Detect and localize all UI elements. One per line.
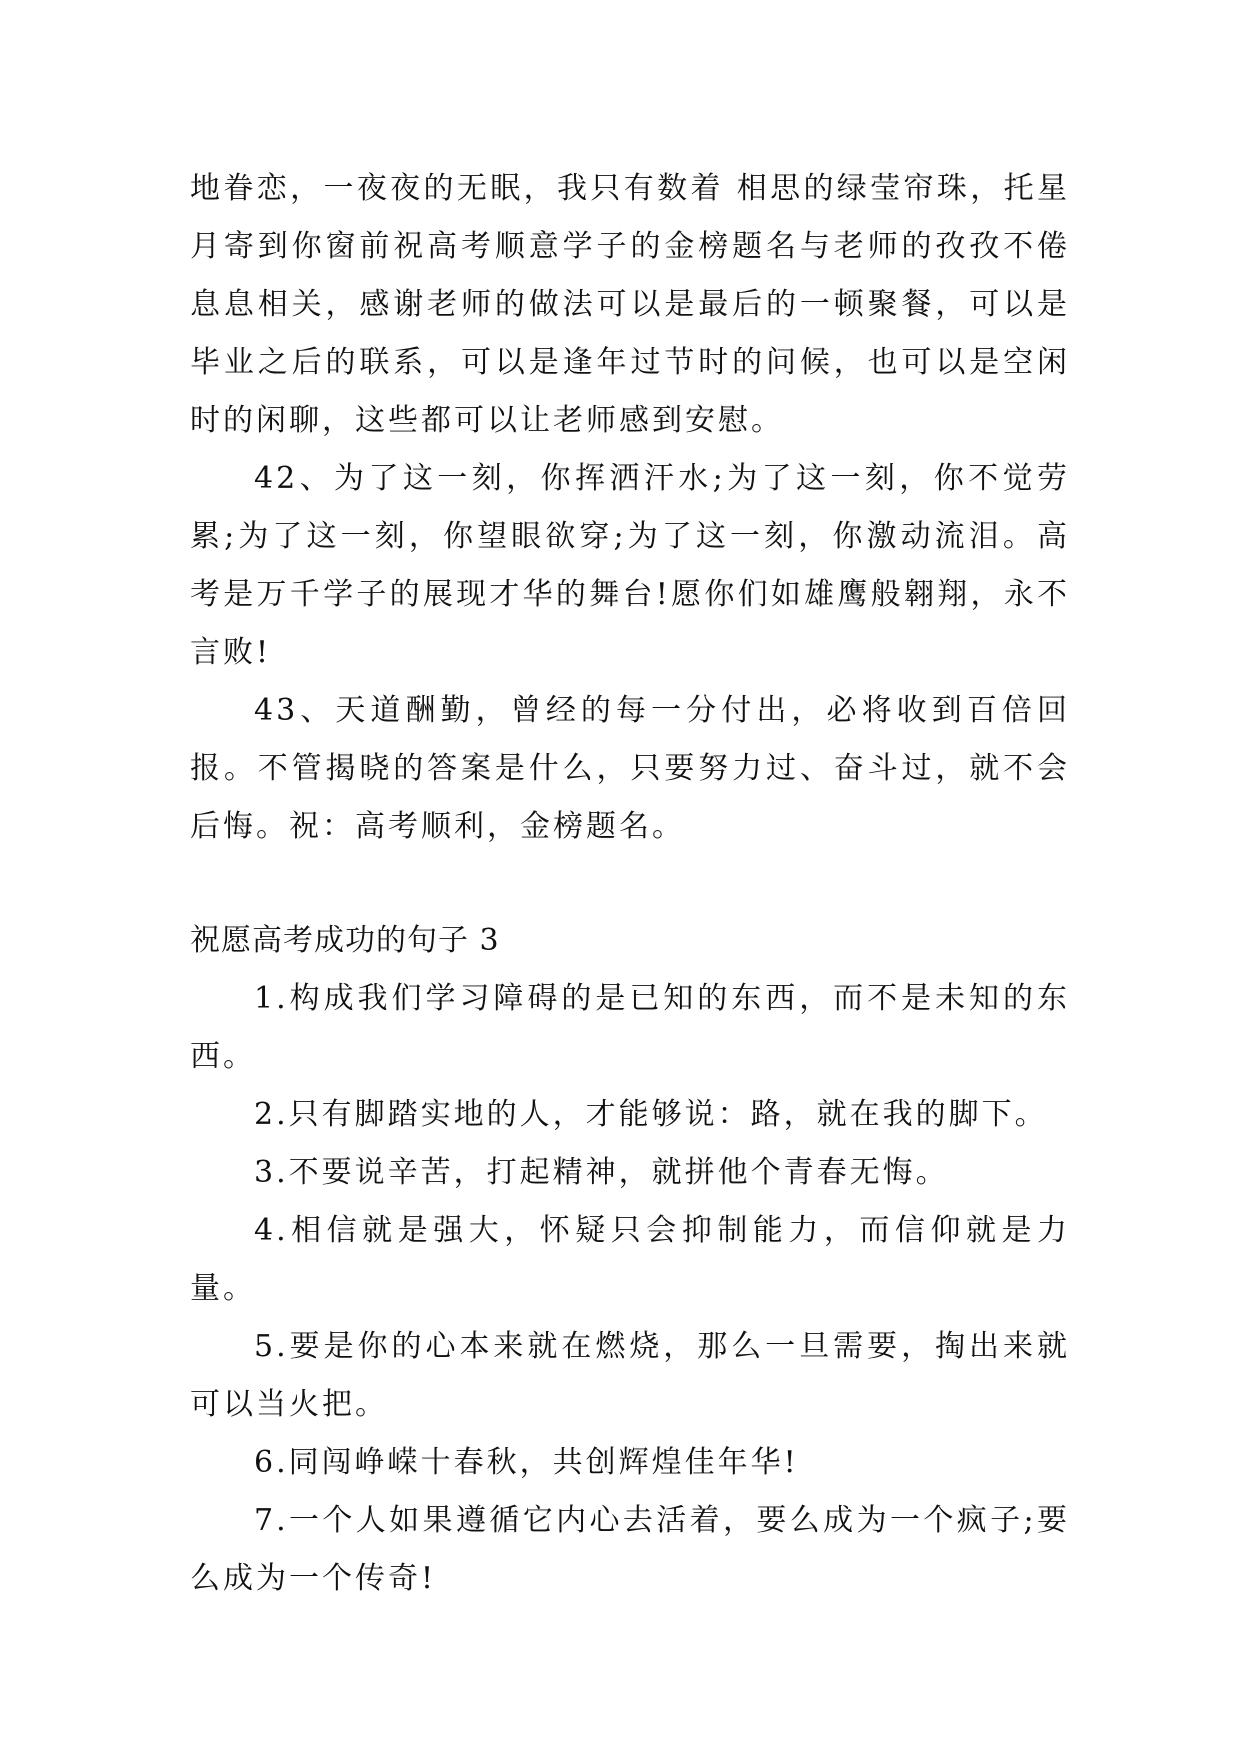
list-item: 3.不要说辛苦，打起精神，就拼他个青春无悔。 bbox=[254, 1155, 949, 1190]
paragraph-42: 42、为了这一刻，你挥洒汗水;为了这一刻，你不觉劳累;为了这一刻，你望眼欲穿;为了这一刻，你激动流泪。高考是万千学子的展现才华的舞台!愿你们如雄鹰般翱翔，永不言败! bbox=[190, 461, 1070, 670]
section-spacer bbox=[190, 856, 1070, 912]
list-item: 7.一个人如果遵循它内心去活着，要么成为一个疯子;要么成为一个传奇! bbox=[190, 1503, 1070, 1596]
list-item: 2.只有脚踏实地的人，才能够说：路，就在我的脚下。 bbox=[254, 1097, 1048, 1132]
list-item: 5.要是你的心本来就在燃烧，那么一旦需要，掏出来就可以当火把。 bbox=[190, 1329, 1070, 1422]
paragraph-continuation: 地眷恋，一夜夜的无眠，我只有数着 相思的绿莹帘珠，托星月寄到你窗前祝高考顺意学子的金榜题名与老师的孜孜不倦息息相关，感谢老师的做法可以是最后的一顿聚餐，可以是毕业之后的联系，可以是逢年过节时的问候，也可以是空闲时的闲聊，这些都可以让老师感到安慰。 bbox=[190, 171, 1070, 438]
paragraph-43: 43、天道酬勤，曾经的每一分付出，必将收到百倍回报。不管揭晓的答案是什么，只要努力过、奋斗过，就不会后悔。祝：高考顺利，金榜题名。 bbox=[190, 693, 1070, 844]
list-item: 6.同闯峥嵘十春秋，共创辉煌佳年华! bbox=[254, 1445, 799, 1480]
list-item: 4.相信就是强大，怀疑只会抑制能力，而信仰就是力量。 bbox=[190, 1213, 1070, 1306]
list-item: 1.构成我们学习障碍的是已知的东西，而不是未知的东西。 bbox=[190, 981, 1070, 1074]
document-body bbox=[190, 160, 1070, 1608]
section-title: 祝愿高考成功的句子 3 bbox=[190, 923, 500, 958]
